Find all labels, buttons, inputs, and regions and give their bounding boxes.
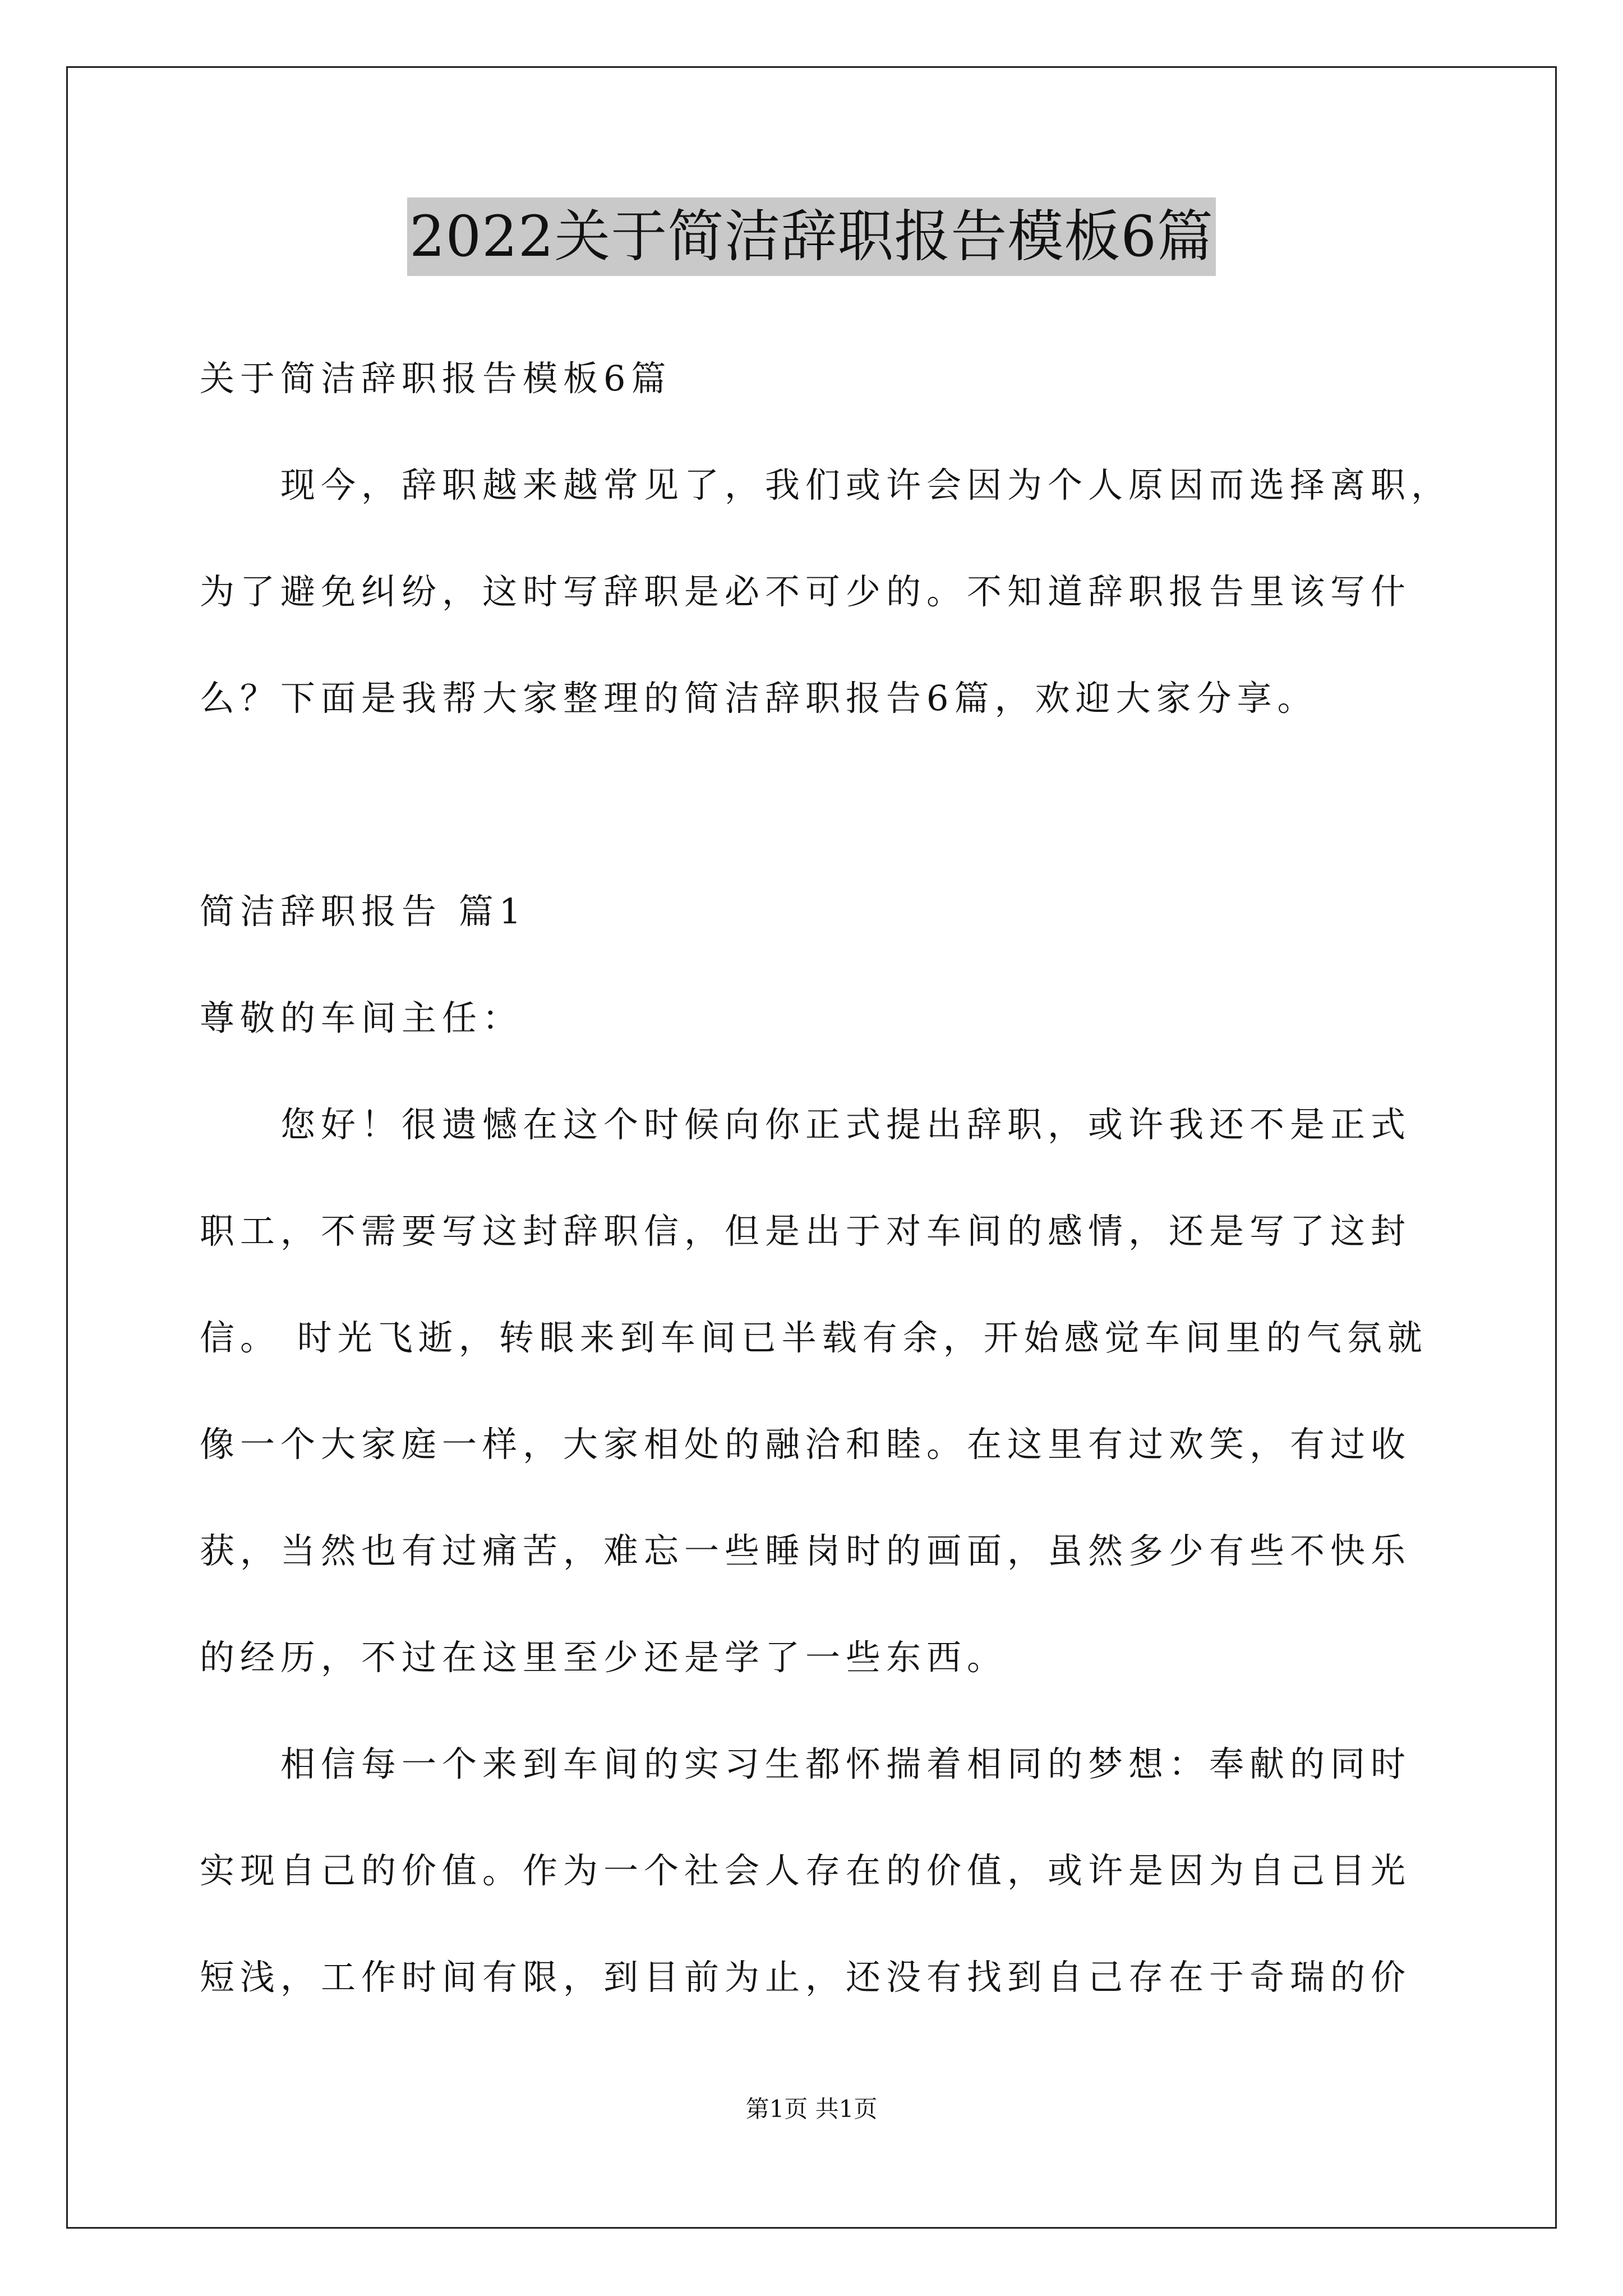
para1-line-2: 职工，不需要写这封辞职信，但是出于对车间的感情，还是写了这封 — [200, 1211, 1412, 1251]
document-subtitle: 关于简洁辞职报告模板6篇 — [200, 358, 672, 399]
para1-line-4: 像一个大家庭一样，大家相处的融洽和睦。在这里有过欢笑，有过收 — [200, 1424, 1412, 1465]
intro-line-3: 么？下面是我帮大家整理的简洁辞职报告6篇，欢迎大家分享。 — [200, 678, 1318, 719]
para1-line-3: 信。 时光飞逝，转眼来到车间已半载有余，开始感觉车间里的气氛就 — [200, 1317, 1428, 1358]
para1-line-5: 获，当然也有过痛苦，难忘一些睡岗时的画面，虽然多少有些不快乐 — [200, 1530, 1412, 1571]
para1-line-1: 您好！很遗憾在这个时候向你正式提出辞职，或许我还不是正式 — [280, 1104, 1412, 1145]
page-footer: 第1页 共1页 — [745, 2095, 878, 2123]
salutation: 尊敬的车间主任： — [200, 997, 523, 1038]
section-heading: 简洁辞职报告 篇1 — [200, 891, 527, 932]
intro-line-1: 现今，辞职越来越常见了，我们或许会因为个人原因而选择离职， — [280, 464, 1452, 505]
para2-line-2: 实现自己的价值。作为一个社会人存在的价值，或许是因为自己目光 — [200, 1850, 1412, 1891]
title-wrap — [0, 197, 1623, 276]
para2-line-1: 相信每一个来到车间的实习生都怀揣着相同的梦想：奉献的同时 — [280, 1743, 1412, 1784]
intro-line-2: 为了避免纠纷，这时写辞职是必不可少的。不知道辞职报告里该写什 — [200, 571, 1412, 612]
para1-line-6: 的经历，不过在这里至少还是学了一些东西。 — [200, 1637, 1008, 1678]
para2-line-3: 短浅，工作时间有限，到目前为止，还没有找到自己存在于奇瑞的价 — [200, 1957, 1412, 1998]
document-title: 2022关于简洁辞职报告模板6篇 — [407, 197, 1216, 276]
